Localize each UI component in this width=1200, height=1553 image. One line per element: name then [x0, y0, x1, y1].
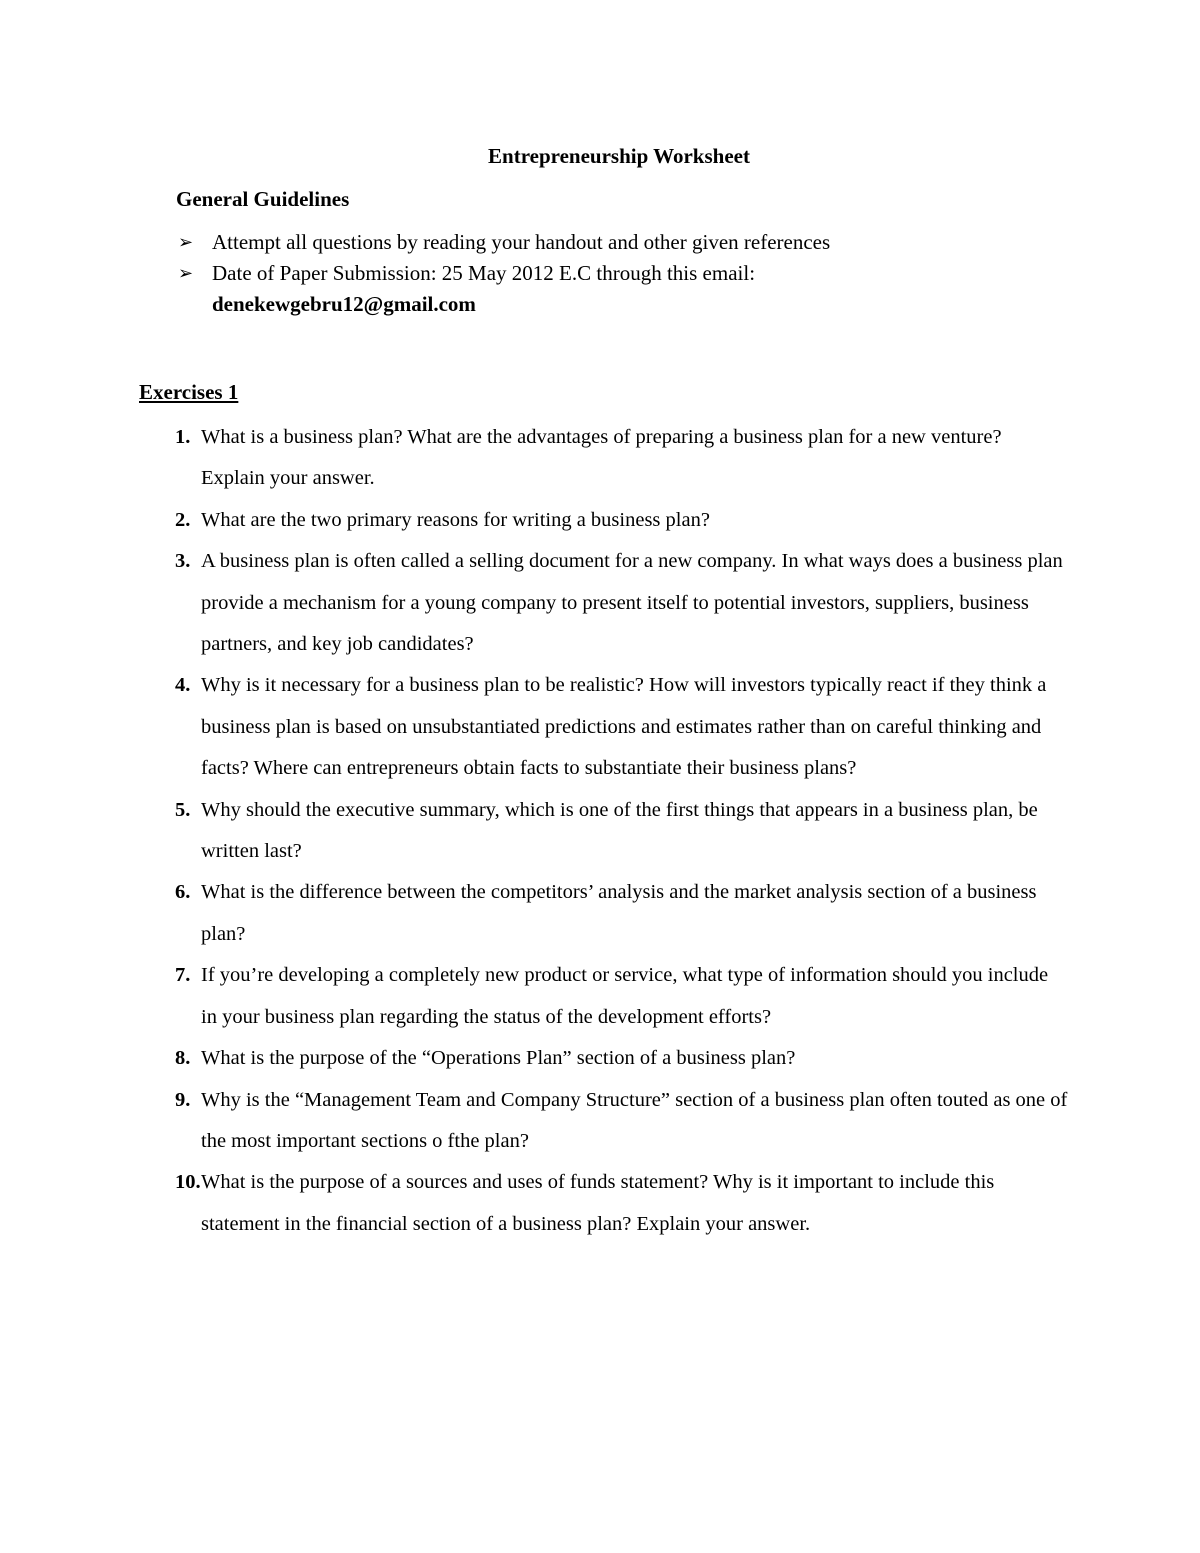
- question-text: What are the two primary reasons for writing a business plan?: [201, 508, 710, 531]
- question-text: What is the purpose of the “Operations Plan” section of a business plan?: [201, 1047, 796, 1070]
- question-number: 3.: [175, 550, 191, 573]
- guideline-text: Date of Paper Submission: 25 May 2012 E.C through this email:: [212, 261, 756, 285]
- question-number: 6.: [175, 881, 191, 904]
- question-number: 2.: [175, 508, 191, 531]
- question-text: Why is it necessary for a business plan to be realistic? How will investors typically react if they think a business plan is based on unsubstantiated predictions and estimates rather than on careful thinking and facts? Where can entrepreneurs obtain facts to substantiate their business plans?: [201, 674, 1047, 780]
- exercises-heading: Exercises 1: [139, 380, 239, 404]
- question-item: [139, 1162, 1069, 1245]
- questions-list: [139, 417, 1069, 1245]
- question-number: 1.: [175, 426, 191, 448]
- question-item: [139, 955, 1069, 1038]
- question-number: 10.: [175, 1171, 201, 1194]
- arrow-bullet-icon: ➢: [178, 232, 194, 252]
- question-item: [139, 1038, 1069, 1079]
- question-text: A business plan is often called a selling document for a new company. In what ways does a business plan provide a mechanism for a young company to present itself to potential investors, suppliers, business partners, and key job candidates?: [201, 550, 1063, 656]
- question-number: 9.: [175, 1088, 191, 1111]
- question-item: [139, 500, 1069, 541]
- question-number: 4.: [175, 674, 191, 697]
- question-number: 8.: [175, 1047, 191, 1070]
- question-item: [139, 665, 1069, 789]
- arrow-bullet-icon: ➢: [178, 263, 194, 283]
- guideline-item: [176, 227, 1056, 258]
- question-number: 7.: [175, 964, 191, 987]
- question-item: [139, 541, 1069, 665]
- question-text: What is a business plan? What are the advantages of preparing a business plan for a new venture? Explain your answer.: [201, 426, 1002, 490]
- question-item: [139, 1080, 1069, 1163]
- guidelines-heading: General Guidelines: [176, 187, 350, 211]
- guidelines-list: [176, 227, 1056, 320]
- question-number: 5.: [175, 798, 191, 821]
- guideline-item: [176, 258, 1056, 320]
- question-item: [139, 417, 1069, 500]
- question-item: [139, 872, 1069, 955]
- question-text: Why is the “Management Team and Company Structure” section of a business plan often touted as one of the most important sections o fthe plan?: [201, 1088, 1068, 1152]
- guideline-text: Attempt all questions by reading your handout and other given references: [212, 230, 831, 254]
- question-text: What is the difference between the competitors’ analysis and the market analysis section of a business plan?: [201, 881, 1037, 945]
- question-item: [139, 790, 1069, 873]
- question-text: If you’re developing a completely new product or service, what type of information should you include in your business plan regarding the status of the development efforts?: [201, 964, 1049, 1028]
- document-title: Entrepreneurship Worksheet: [488, 144, 750, 168]
- question-text: What is the purpose of a sources and uses of funds statement? Why is it important to include this statement in the financial section of a business plan? Explain your answer.: [201, 1171, 995, 1235]
- submission-email: denekewgebru12@gmail.com: [212, 292, 476, 316]
- question-text: Why should the executive summary, which is one of the first things that appears in a business plan, be written last?: [201, 798, 1038, 863]
